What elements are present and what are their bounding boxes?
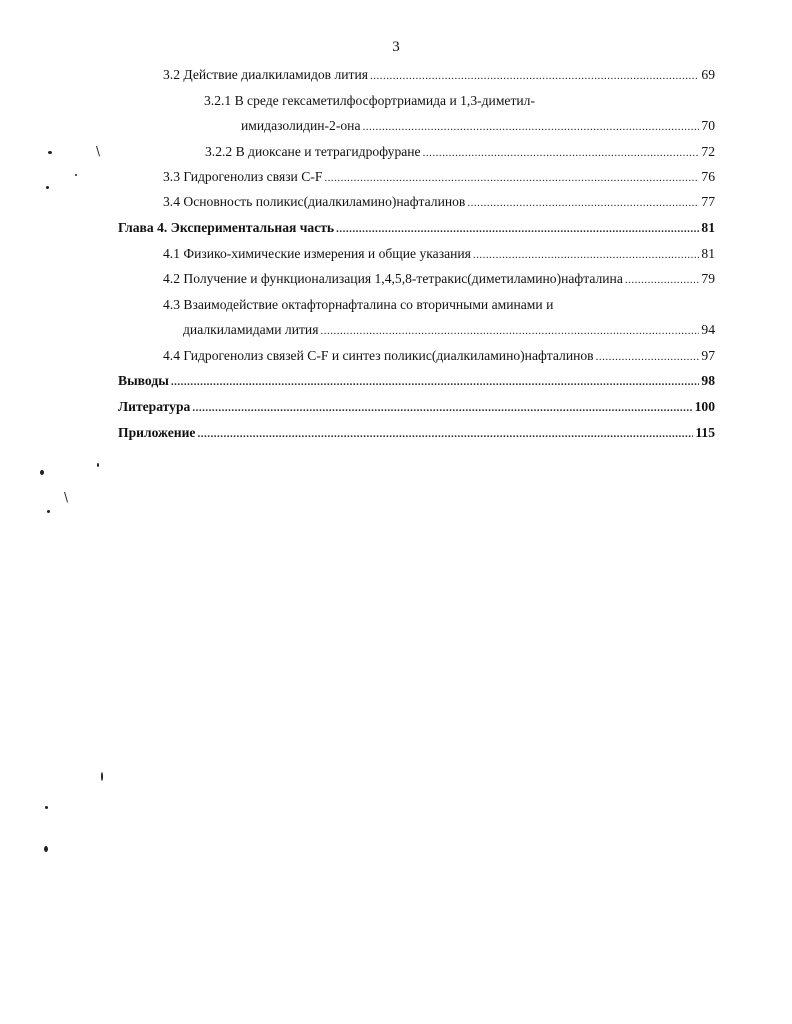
- toc-entry-label: Глава 4. Экспериментальная часть: [118, 220, 335, 235]
- toc-entry-label: 4.2 Получение и функционализация 1,4,5,8-тетракис(диметиламино)нафталина: [163, 271, 623, 286]
- toc-entry-conclusions[interactable]: [118, 372, 715, 391]
- scan-speck: [97, 463, 99, 467]
- dot-leader: [324, 169, 699, 187]
- toc-entry-label: имидазолидин-2-она: [241, 118, 361, 133]
- dot-leader: [423, 144, 700, 162]
- scan-speck: [75, 174, 77, 176]
- toc-entry-chapter-4[interactable]: [118, 219, 715, 238]
- toc-entry-3-2[interactable]: [163, 66, 715, 85]
- toc-entry-label: Приложение: [118, 425, 196, 440]
- dot-leader: [625, 271, 700, 289]
- scan-speck: [45, 806, 48, 809]
- dot-leader: [336, 220, 699, 238]
- toc-entry-literature[interactable]: [118, 398, 715, 417]
- scan-speck: [46, 186, 49, 189]
- toc-entry-page: 76: [701, 169, 715, 184]
- toc-entry-3-2-1[interactable]: 3.2.1 В среде гексаметилфосфортриамида и 1,3-диметил-: [204, 93, 535, 108]
- toc-entry-page: 70: [701, 118, 715, 133]
- toc-entry-page: 97: [701, 348, 715, 363]
- toc-entry-label: Литература: [118, 399, 191, 414]
- dot-leader: [320, 322, 699, 340]
- toc-entry-label: Выводы: [118, 373, 169, 388]
- toc-entry-page: 94: [701, 322, 715, 337]
- toc-entry-label: диалкиламидами лития: [183, 322, 319, 337]
- scan-mark: \: [64, 490, 69, 504]
- toc-entry-3-2-2[interactable]: [205, 143, 715, 162]
- toc-entry-label: 4.1 Физико-химические измерения и общие указания: [163, 246, 471, 261]
- dot-leader: [197, 425, 693, 443]
- toc-entry-page: 79: [701, 271, 715, 286]
- toc-entry-page: 81: [701, 246, 715, 261]
- toc-entry-label: 4.4 Гидрогенолиз связей C-F и синтез поликис(диалкиламино)нафталинов: [163, 348, 594, 363]
- toc-entry-4-2[interactable]: [163, 270, 715, 289]
- dot-leader: [370, 67, 699, 85]
- toc-entry-label: 3.2 Действие диалкиламидов лития: [163, 67, 368, 82]
- toc-entry-label: 3.4 Основность поликис(диалкиламино)нафталинов: [163, 194, 466, 209]
- toc-entry-page: 69: [701, 67, 715, 82]
- scan-speck: [47, 510, 50, 513]
- dot-leader: [171, 373, 700, 391]
- toc-entry-4-4[interactable]: [163, 347, 715, 366]
- toc-entry-page: 98: [701, 373, 715, 388]
- toc-entry-label: 3.3 Гидрогенолиз связи C-F: [163, 169, 323, 184]
- dot-leader: [363, 118, 700, 136]
- toc-entry-4-3[interactable]: 4.3 Взаимодействие октафторнафталина со вторичными аминами и: [163, 297, 554, 312]
- page-number: 3: [392, 39, 400, 55]
- toc-entry-3-4[interactable]: [163, 193, 715, 212]
- scan-speck: [101, 772, 103, 781]
- toc-entry-appendix[interactable]: [118, 424, 715, 443]
- toc-entry-page: 100: [694, 399, 715, 414]
- toc-entry-page: 115: [695, 425, 715, 440]
- toc-entry-4-3-cont[interactable]: [183, 321, 715, 340]
- toc-entry-3-3[interactable]: [163, 168, 715, 187]
- toc-entry-page: 77: [701, 194, 715, 209]
- toc-entry-page: 81: [701, 220, 715, 235]
- scan-speck: [48, 151, 52, 154]
- toc-entry-page: 72: [701, 144, 715, 159]
- scan-speck: [40, 470, 44, 475]
- scan-speck: [44, 846, 48, 852]
- toc-entry-label: 3.2.2 В диоксане и тетрагидрофуране: [205, 144, 421, 159]
- scan-mark: \: [96, 144, 101, 158]
- toc-entry-3-2-1-cont[interactable]: [241, 117, 715, 136]
- dot-leader: [192, 399, 692, 417]
- dot-leader: [596, 348, 700, 366]
- dot-leader: [473, 246, 700, 264]
- dot-leader: [467, 194, 699, 212]
- toc-entry-4-1[interactable]: [163, 245, 715, 264]
